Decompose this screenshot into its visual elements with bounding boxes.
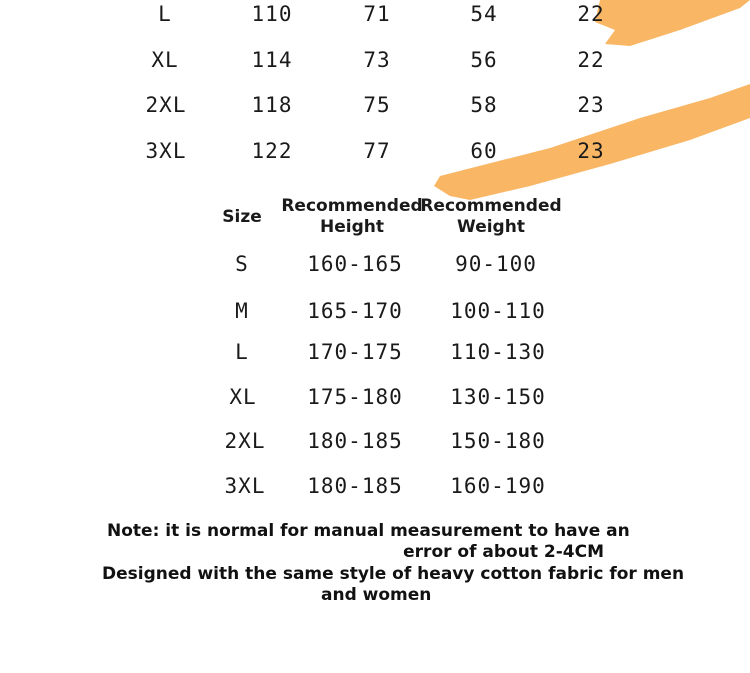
value-cell: 60 bbox=[470, 139, 498, 163]
height-cell: 180-185 bbox=[307, 474, 403, 498]
value-cell: 56 bbox=[470, 48, 498, 72]
header-weight-line1: Recommended bbox=[420, 196, 562, 216]
header-height bbox=[281, 196, 422, 238]
weight-cell: 130-150 bbox=[450, 385, 546, 409]
value-cell: 22 bbox=[577, 48, 605, 72]
value-cell: 71 bbox=[363, 2, 391, 26]
height-cell: 180-185 bbox=[307, 429, 403, 453]
size-cell: 3XL bbox=[224, 474, 266, 498]
weight-cell: 100-110 bbox=[450, 299, 546, 323]
value-cell: 54 bbox=[470, 2, 498, 26]
value-cell: 23 bbox=[577, 93, 605, 117]
height-cell: 175-180 bbox=[307, 385, 403, 409]
size-cell: 3XL bbox=[145, 139, 187, 163]
size-cell: XL bbox=[229, 385, 257, 409]
value-cell: 22 bbox=[577, 2, 605, 26]
size-cell: 2XL bbox=[145, 93, 187, 117]
value-cell: 73 bbox=[363, 48, 391, 72]
header-weight bbox=[420, 196, 561, 238]
header-height-line1: Recommended bbox=[281, 196, 423, 216]
size-cell: L bbox=[158, 2, 172, 26]
design-note-line-2: and women bbox=[321, 585, 432, 605]
size-cell: M bbox=[235, 299, 249, 323]
weight-cell: 160-190 bbox=[450, 474, 546, 498]
header-size: Size bbox=[222, 207, 262, 227]
value-cell: 23 bbox=[577, 139, 605, 163]
value-cell: 77 bbox=[363, 139, 391, 163]
height-cell: 160-165 bbox=[307, 252, 403, 276]
size-cell: XL bbox=[151, 48, 179, 72]
size-cell: L bbox=[235, 340, 249, 364]
note-line-1: Note: it is normal for manual measurement to have an bbox=[107, 521, 630, 541]
header-height-line2: Height bbox=[320, 217, 384, 237]
height-cell: 170-175 bbox=[307, 340, 403, 364]
value-cell: 118 bbox=[251, 93, 293, 117]
header-weight-line2: Weight bbox=[457, 217, 525, 237]
value-cell: 122 bbox=[251, 139, 293, 163]
value-cell: 110 bbox=[251, 2, 293, 26]
weight-cell: 110-130 bbox=[450, 340, 546, 364]
value-cell: 58 bbox=[470, 93, 498, 117]
weight-cell: 90-100 bbox=[455, 252, 537, 276]
weight-cell: 150-180 bbox=[450, 429, 546, 453]
size-cell: 2XL bbox=[224, 429, 266, 453]
height-cell: 165-170 bbox=[307, 299, 403, 323]
value-cell: 75 bbox=[363, 93, 391, 117]
value-cell: 114 bbox=[251, 48, 293, 72]
design-note-line-1: Designed with the same style of heavy cotton fabric for men bbox=[102, 564, 685, 584]
size-cell: S bbox=[235, 252, 249, 276]
note-line-2: error of about 2-4CM bbox=[403, 542, 604, 562]
